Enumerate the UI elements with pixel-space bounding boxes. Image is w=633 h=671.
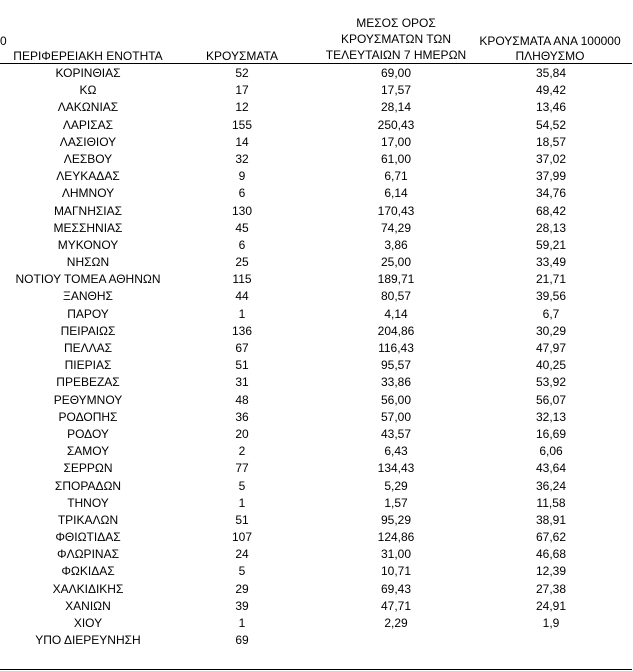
table-row [0, 478, 633, 495]
region-cell: ΚΟΡΙΝΘΙΑΣ [55, 66, 121, 80]
avg7-cell: 69,43 [380, 581, 412, 596]
avg7-cell: 1,57 [384, 495, 408, 510]
region-cell: ΝΗΣΩΝ [66, 255, 110, 270]
region-cell: ΠΑΡΟΥ [67, 306, 109, 321]
region-cell: ΠΕΙΡΑΙΩΣ [60, 323, 116, 338]
avg7-cell: 43,57 [380, 426, 412, 441]
table-row [0, 443, 633, 460]
avg7-cell: 31,00 [380, 547, 412, 562]
region-cell: ΥΠΟ ΔΙΕΡΕΥΝΗΣΗ [35, 633, 141, 648]
table-row [0, 615, 633, 632]
per100k-cell: 6,7 [542, 306, 560, 321]
per100k-cell: 33,49 [535, 255, 567, 270]
table-row [0, 134, 633, 151]
region-cell: ΤΡΙΚΑΛΩΝ [57, 512, 119, 527]
cases-cell: 44 [235, 289, 249, 304]
header-per100k-line1: ΚΡΟΥΣΜΑΤΑ ΑΝΑ 100000 [479, 34, 621, 48]
per100k-cell: 27,38 [535, 581, 567, 596]
per100k-cell: 34,76 [535, 186, 567, 201]
region-cell: ΣΕΡΡΩΝ [63, 461, 113, 476]
per100k-cell: 16,69 [535, 426, 567, 441]
region-cell: ΞΑΝΘΗΣ [63, 289, 113, 304]
corner-label: 0 [0, 34, 7, 48]
avg7-cell: 47,71 [380, 598, 412, 613]
table-row [0, 117, 633, 134]
region-cell: ΛΕΥΚΑΔΑΣ [56, 169, 120, 184]
per100k-cell: 39,56 [535, 289, 567, 304]
per100k-cell: 37,99 [535, 169, 567, 184]
avg7-cell: 124,86 [377, 530, 415, 545]
avg7-cell: 3,86 [384, 237, 408, 252]
region-cell: ΚΩ [79, 83, 97, 98]
avg7-cell: 69,00 [380, 66, 412, 80]
table-row [0, 288, 633, 305]
avg7-cell: 204,86 [377, 323, 415, 338]
table-row [0, 254, 633, 271]
region-cell: ΡΕΘΥΜΝΟΥ [53, 392, 123, 407]
table-row [0, 409, 633, 426]
region-cell: ΝΟΤΙΟΥ ΤΟΜΕΑ ΑΘΗΝΩΝ [15, 272, 161, 287]
cases-cell: 136 [231, 323, 253, 338]
region-cell: ΡΟΔΟΠΗΣ [58, 409, 118, 424]
per100k-cell: 38,91 [535, 512, 567, 527]
cases-cell: 115 [232, 272, 252, 287]
cases-cell: 36 [235, 409, 249, 424]
per100k-cell: 43,64 [535, 461, 567, 476]
table-row [0, 529, 633, 546]
region-cell: ΠΡΕΒΕΖΑΣ [56, 375, 120, 390]
per100k-cell: 1,9 [542, 616, 560, 630]
cases-cell: 1 [238, 306, 246, 321]
table-row [0, 374, 633, 391]
region-cell: ΣΠΟΡΑΔΩΝ [54, 478, 122, 493]
avg7-cell: 74,29 [380, 220, 412, 235]
avg7-cell: 10,71 [380, 564, 412, 579]
table-row [0, 512, 633, 529]
cases-cell: 69 [235, 633, 249, 648]
cases-cell: 5 [238, 564, 246, 579]
avg7-cell: 61,00 [380, 151, 412, 166]
table-row [0, 598, 633, 615]
per100k-cell: 37,02 [535, 151, 567, 166]
cases-cell: 155 [231, 117, 253, 132]
cases-cell: 52 [235, 66, 249, 80]
region-cell: ΛΑΚΩΝΙΑΣ [57, 100, 119, 115]
region-cell: ΛΑΡΙΣΑΣ [62, 117, 114, 132]
per100k-cell: 46,68 [535, 547, 567, 562]
table-row [0, 220, 633, 237]
per100k-cell: 36,24 [535, 478, 567, 493]
cases-cell: 5 [238, 478, 246, 493]
per100k-cell: 32,13 [535, 409, 567, 424]
region-cell: ΜΥΚΟΝΟΥ [57, 237, 119, 252]
avg7-cell: 4,14 [384, 306, 408, 321]
table-row [0, 185, 633, 202]
table-row [0, 563, 633, 580]
per100k-cell: 67,62 [535, 530, 567, 545]
cases-cell: 32 [235, 151, 249, 166]
cases-cell: 45 [235, 220, 249, 235]
bottom-rule [0, 669, 632, 670]
per100k-cell: 11,58 [536, 495, 566, 510]
cases-cell: 107 [231, 530, 253, 545]
table-row [0, 632, 633, 649]
cases-cell: 130 [231, 203, 253, 218]
avg7-cell: 17,00 [380, 134, 412, 149]
header-per100k-line2: ΠΛΗΘΥΣΜΟ [515, 49, 585, 63]
per100k-cell: 24,91 [535, 598, 567, 613]
region-cell: ΣΑΜΟΥ [66, 444, 110, 459]
region-cell: ΧΙΟΥ [73, 616, 103, 630]
avg7-cell: 116,43 [378, 341, 414, 355]
avg7-cell: 57,00 [380, 409, 412, 424]
cases-cell: 6 [238, 237, 246, 252]
per100k-cell: 12,39 [535, 564, 567, 579]
region-cell: ΦΩΚΙΔΑΣ [61, 564, 115, 579]
region-cell: ΦΛΩΡΙΝΑΣ [57, 547, 119, 562]
header-avg7-line1: ΜΕΣΟΣ ΟΡΟΣ [356, 16, 436, 30]
table-row [0, 546, 633, 563]
table-row [0, 168, 633, 185]
avg7-cell: 33,86 [380, 375, 412, 390]
per100k-cell: 6,06 [539, 444, 563, 459]
table-row [0, 460, 633, 477]
region-cell: ΤΗΝΟΥ [67, 495, 109, 510]
region-cell: ΧΑΛΚΙΔΙΚΗΣ [52, 581, 124, 596]
avg7-cell: 2,29 [384, 616, 408, 630]
header-avg7-line3: ΤΕΛΕΥΤΑΙΩΝ 7 ΗΜΕΡΩΝ [325, 48, 467, 62]
per100k-cell: 21,71 [535, 272, 567, 287]
cases-cell: 20 [235, 426, 249, 441]
table-row [0, 392, 633, 409]
region-cell: ΜΑΓΝΗΣΙΑΣ [53, 203, 123, 218]
table-row [0, 271, 633, 288]
table-row [0, 340, 633, 357]
per100k-cell: 59,21 [535, 237, 567, 252]
per100k-cell: 35,84 [535, 66, 567, 80]
avg7-cell: 6,71 [384, 169, 408, 184]
per100k-cell: 47,97 [535, 341, 567, 355]
cases-cell: 48 [235, 392, 249, 407]
cases-cell: 29 [235, 581, 249, 596]
cases-cell: 2 [238, 444, 246, 459]
header-rule [0, 63, 632, 64]
cases-cell: 14 [235, 134, 249, 149]
avg7-cell: 17,57 [380, 83, 412, 98]
cases-cell: 1 [238, 495, 246, 510]
table-row [0, 306, 633, 323]
region-cell: ΡΟΔΟΥ [67, 426, 109, 441]
cases-cell: 77 [235, 461, 249, 476]
region-cell: ΛΗΜΝΟΥ [61, 186, 115, 201]
header-region: ΠΕΡΙΦΕΡΕΙΑΚΗ ΕΝΟΤΗΤΑ [13, 49, 163, 63]
cases-cell: 12 [235, 100, 249, 115]
region-cell: ΛΕΣΒΟΥ [63, 151, 113, 166]
table-row [0, 426, 633, 443]
per100k-cell: 30,29 [535, 323, 567, 338]
cases-cell: 25 [235, 255, 249, 270]
table-body [0, 65, 633, 649]
avg7-cell: 80,57 [380, 289, 412, 304]
table-row [0, 323, 633, 340]
table-row [0, 65, 633, 82]
cases-cell: 24 [235, 547, 249, 562]
per100k-cell: 18,57 [535, 134, 567, 149]
cases-cell: 6 [238, 186, 246, 201]
header-avg7-line2: ΚΡΟΥΣΜΑΤΩΝ ΤΩΝ [340, 32, 452, 46]
avg7-cell: 250,43 [377, 117, 415, 132]
per100k-cell: 54,52 [535, 117, 567, 132]
cases-cell: 17 [235, 83, 249, 98]
avg7-cell: 134,43 [377, 461, 415, 476]
avg7-cell: 6,43 [384, 444, 408, 459]
region-cell: ΧΑΝΙΩΝ [65, 598, 111, 613]
header-cases: ΚΡΟΥΣΜΑΤΑ [206, 49, 278, 63]
cases-cell: 39 [235, 598, 249, 613]
cases-cell: 9 [238, 169, 246, 184]
avg7-cell: 189,71 [377, 272, 415, 287]
per100k-cell: 28,13 [535, 220, 567, 235]
per100k-cell: 68,42 [535, 203, 567, 218]
cases-cell: 51 [235, 358, 249, 373]
per100k-cell: 53,92 [535, 375, 567, 390]
region-cell: ΦΘΙΩΤΙΔΑΣ [55, 530, 121, 545]
avg7-cell: 5,29 [384, 478, 408, 493]
table-row [0, 203, 633, 220]
avg7-cell: 170,43 [377, 203, 415, 218]
table-row [0, 151, 633, 168]
region-cell: ΜΕΣΣΗΝΙΑΣ [53, 220, 123, 235]
avg7-cell: 95,29 [380, 512, 412, 527]
region-cell: ΠΙΕΡΙΑΣ [64, 358, 112, 373]
cases-cell: 67 [235, 341, 249, 355]
table-row [0, 581, 633, 598]
cases-cell: 31 [235, 375, 249, 390]
table-row [0, 82, 633, 99]
per100k-cell: 56,07 [535, 392, 567, 407]
avg7-cell: 28,14 [380, 100, 412, 115]
avg7-cell: 56,00 [380, 392, 412, 407]
cases-cell: 1 [238, 616, 246, 630]
table-row [0, 99, 633, 116]
per100k-cell: 40,25 [535, 358, 567, 373]
table-row [0, 357, 633, 374]
region-cell: ΠΕΛΛΑΣ [63, 341, 113, 355]
region-cell: ΛΑΣΙΘΙΟΥ [59, 134, 117, 149]
avg7-cell: 95,57 [380, 358, 412, 373]
per100k-cell: 49,42 [535, 83, 567, 98]
table-row [0, 495, 633, 512]
table-row [0, 237, 633, 254]
per100k-cell: 13,46 [535, 100, 567, 115]
avg7-cell: 25,00 [380, 255, 412, 270]
avg7-cell: 6,14 [384, 186, 408, 201]
cases-cell: 51 [235, 512, 249, 527]
